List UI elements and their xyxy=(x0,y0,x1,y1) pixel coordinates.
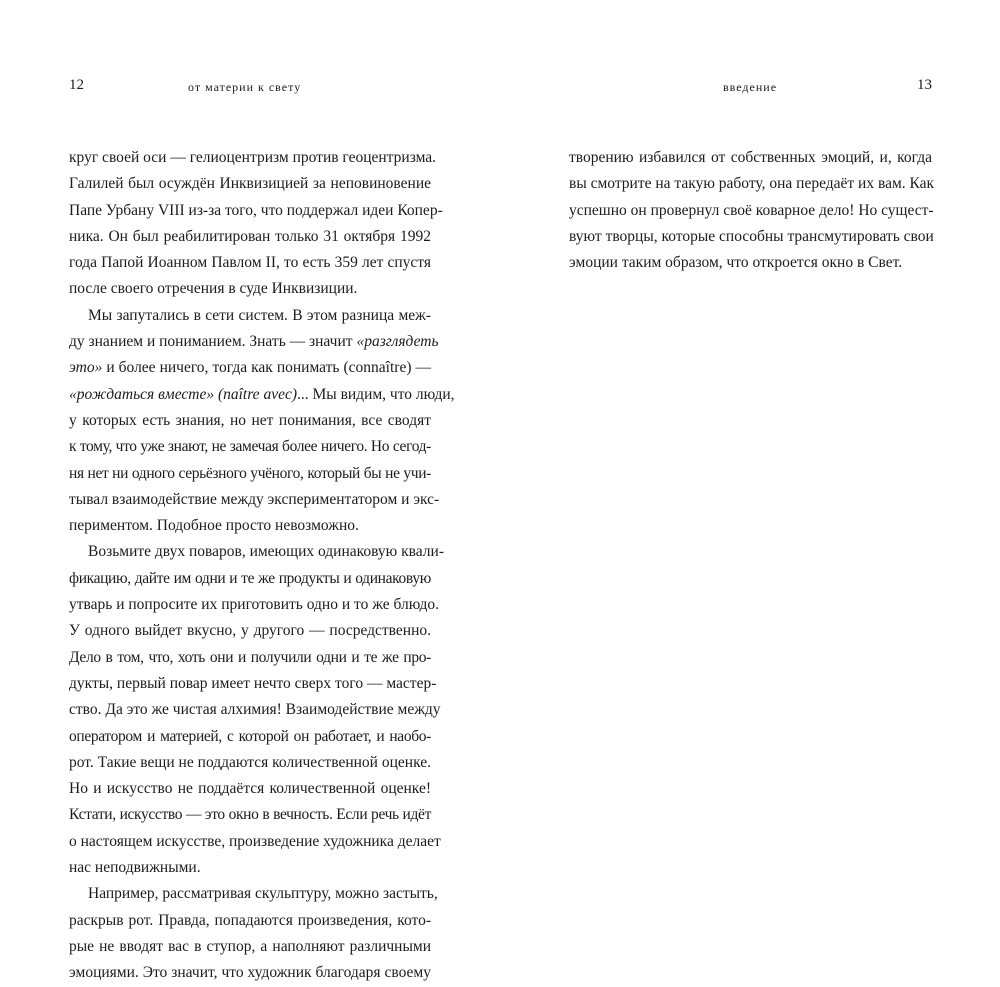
left-page xyxy=(0,0,500,982)
text-line: Но и искусство не поддаётся количественной оценке! xyxy=(69,780,431,798)
text-line: утварь и попросите их приготовить одно и то же блюдо. xyxy=(69,596,440,614)
text-line: вы смотрите на такую работу, она передаёт их вам. Как xyxy=(569,175,935,193)
text-line: дукты, первый повар имеет нечто сверх того — мастер- xyxy=(69,674,437,692)
text-line: вуют творцы, которые способны трансмутировать свои xyxy=(569,227,934,245)
text-line: У одного выйдет вкусно, у другого — посредственно. xyxy=(69,622,431,640)
text-line: фикацию, дайте им одни и те же продукты и одинаковую xyxy=(69,569,431,587)
text-line: периментом. Подобное просто невозможно. xyxy=(69,517,359,535)
text-line: к тому, что уже знают, не замечая более ничего. Но сегод- xyxy=(69,438,431,456)
right-page-number: 13 xyxy=(917,77,932,93)
left-body-text xyxy=(69,145,455,987)
text-line: Дело в том, что, хоть они и получили одни и те же про- xyxy=(69,648,431,666)
text-line-mixed xyxy=(69,355,431,381)
text-segment: ду знанием и пониманием. Знать — значит xyxy=(69,333,357,351)
text-line: успешно он провернул своё коварное дело! Но сущест- xyxy=(569,201,934,219)
text-line: года Папой Иоанном Павлом II, то есть 359 лет спустя xyxy=(69,254,431,272)
right-page xyxy=(500,0,1000,827)
text-line: Возьмите двух поваров, имеющих одинаковую квали- xyxy=(88,543,444,561)
text-segment: ... Мы видим, что люди, xyxy=(297,385,455,403)
text-line-mixed xyxy=(69,382,455,408)
text-line: Папе Урбану VIII из-за того, что поддержал идеи Копер- xyxy=(69,201,443,219)
italic-phrase: «рождаться вместе» (naître avec) xyxy=(69,385,297,403)
left-page-number: 12 xyxy=(69,77,84,93)
text-line: эмоции таким образом, что откроется окно в Свет. xyxy=(569,254,903,272)
text-line: у которых есть знания, но нет понимания, все сводят xyxy=(69,411,431,429)
left-running-head: от материи к свету xyxy=(188,80,302,94)
text-line: нас неподвижными. xyxy=(69,859,201,877)
text-line-mixed xyxy=(69,329,439,355)
text-line: Кстати, искусство — это окно в вечность. Если речь идёт xyxy=(69,806,431,824)
text-line: эмоциями. Это значит, что художник благодаря своему xyxy=(69,964,431,982)
text-line: тывал взаимодействие между экспериментатором и экс- xyxy=(69,490,440,508)
text-line: Например, рассматривая скульптуру, можно застыть, xyxy=(88,885,438,903)
text-line: ня нет ни одного серьёзного учёного, который бы не учи- xyxy=(69,464,431,482)
text-segment: и более ничего, тогда как понимать (connaître) — xyxy=(102,359,431,377)
text-line: ника. Он был реабилитирован только 31 октября 1992 xyxy=(69,227,431,245)
text-line: рые не вводят вас в ступор, а наполняют различными xyxy=(69,937,431,955)
right-running-head: введение xyxy=(723,80,778,94)
italic-phrase: «разглядеть xyxy=(356,333,439,351)
right-body-text xyxy=(569,145,935,276)
text-line: оператором и материей, с которой он работает, и наобо- xyxy=(69,727,431,745)
text-line: рот. Такие вещи не поддаются количественной оценке. xyxy=(69,753,431,771)
text-line: Галилей был осуждён Инквизицией за неповиновение xyxy=(69,175,431,193)
text-line: раскрыв рот. Правда, попадаются произведения, кото- xyxy=(69,911,431,929)
text-line: ство. Да это же чистая алхимия! Взаимодействие между xyxy=(69,701,441,719)
text-line: творению избавился от собственных эмоций, и, когда xyxy=(569,149,932,166)
text-line: круг своей оси — гелиоцентризм против геоцентризма. xyxy=(69,149,437,166)
text-line: после своего отречения в суде Инквизиции. xyxy=(69,280,358,298)
text-line: Мы запутались в сети систем. В этом разница меж- xyxy=(88,306,431,324)
italic-phrase: это» xyxy=(69,359,103,377)
text-line: о настоящем искусстве, произведение художника делает xyxy=(69,832,441,850)
